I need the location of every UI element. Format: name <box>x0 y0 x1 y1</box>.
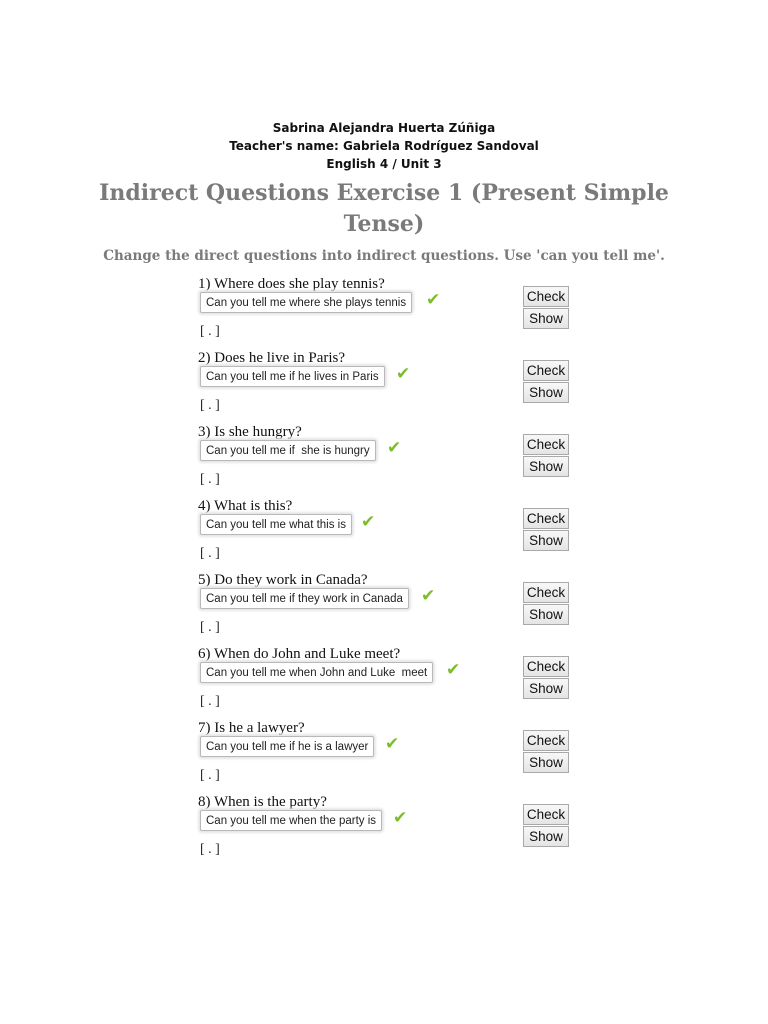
checkmark-icon: ✔ <box>361 512 376 532</box>
answer-input[interactable]: Can you tell me if he lives in Paris <box>200 366 385 387</box>
teacher-name: Teacher's name: Gabriela Rodríguez Sandoval <box>229 139 539 153</box>
question-5 <box>198 572 578 646</box>
show-button[interactable]: Show <box>523 604 569 625</box>
show-button[interactable]: Show <box>523 456 569 477</box>
feedback-text: [ . ] <box>200 472 220 487</box>
question-1 <box>198 276 578 350</box>
show-button[interactable]: Show <box>523 678 569 699</box>
check-button[interactable]: Check <box>523 804 569 825</box>
exercise-title-line-1: Indirect Questions Exercise 1 (Present Simple <box>99 180 669 206</box>
feedback-text: [ . ] <box>200 546 220 561</box>
checkmark-icon: ✔ <box>396 364 411 384</box>
check-button[interactable]: Check <box>523 434 569 455</box>
question-3 <box>198 424 578 498</box>
checkmark-icon: ✔ <box>446 660 461 680</box>
feedback-text: [ . ] <box>200 620 220 635</box>
question-4 <box>198 498 578 572</box>
feedback-text: [ . ] <box>200 398 220 413</box>
checkmark-icon: ✔ <box>393 808 408 828</box>
show-button[interactable]: Show <box>523 308 569 329</box>
checkmark-icon: ✔ <box>421 586 436 606</box>
answer-input[interactable]: Can you tell me if she is hungry <box>200 440 376 461</box>
answer-input[interactable]: Can you tell me where she plays tennis <box>200 292 412 313</box>
question-prompt: 6) When do John and Luke meet? <box>198 646 401 662</box>
answer-input[interactable]: Can you tell me when the party is <box>200 810 382 831</box>
check-button[interactable]: Check <box>523 730 569 751</box>
question-prompt: 4) What is this? <box>198 498 293 514</box>
question-prompt: 2) Does he live in Paris? <box>198 350 346 366</box>
question-7 <box>198 720 578 794</box>
show-button[interactable]: Show <box>523 826 569 847</box>
course-label: English 4 / Unit 3 <box>326 157 442 171</box>
feedback-text: [ . ] <box>200 768 220 783</box>
check-button[interactable]: Check <box>523 286 569 307</box>
checkmark-icon: ✔ <box>426 290 441 310</box>
answer-input[interactable]: Can you tell me when John and Luke meet <box>200 662 433 683</box>
question-prompt: 1) Where does she play tennis? <box>198 276 385 292</box>
check-button[interactable]: Check <box>523 508 569 529</box>
feedback-text: [ . ] <box>200 694 220 709</box>
answer-input[interactable]: Can you tell me what this is <box>200 514 352 535</box>
student-name: Sabrina Alejandra Huerta Zúñiga <box>272 121 496 135</box>
show-button[interactable]: Show <box>523 382 569 403</box>
question-2 <box>198 350 578 424</box>
exercise-title-line-2: Tense) <box>343 211 425 237</box>
checkmark-icon: ✔ <box>387 438 402 458</box>
check-button[interactable]: Check <box>523 582 569 603</box>
check-button[interactable]: Check <box>523 360 569 381</box>
checkmark-icon: ✔ <box>385 734 400 754</box>
instruction-text: Change the direct questions into indirect questions. Use 'can you tell me'. <box>103 248 665 264</box>
answer-input[interactable]: Can you tell me if he is a lawyer <box>200 736 374 757</box>
show-button[interactable]: Show <box>523 752 569 773</box>
feedback-text: [ . ] <box>200 842 220 857</box>
show-button[interactable]: Show <box>523 530 569 551</box>
question-prompt: 3) Is she hungry? <box>198 424 302 440</box>
feedback-text: [ . ] <box>200 324 220 339</box>
check-button[interactable]: Check <box>523 656 569 677</box>
question-prompt: 7) Is he a lawyer? <box>198 720 305 736</box>
question-prompt: 5) Do they work in Canada? <box>198 572 368 588</box>
question-8 <box>198 794 578 868</box>
question-prompt: 8) When is the party? <box>198 794 327 810</box>
answer-input[interactable]: Can you tell me if they work in Canada <box>200 588 409 609</box>
question-6 <box>198 646 578 720</box>
